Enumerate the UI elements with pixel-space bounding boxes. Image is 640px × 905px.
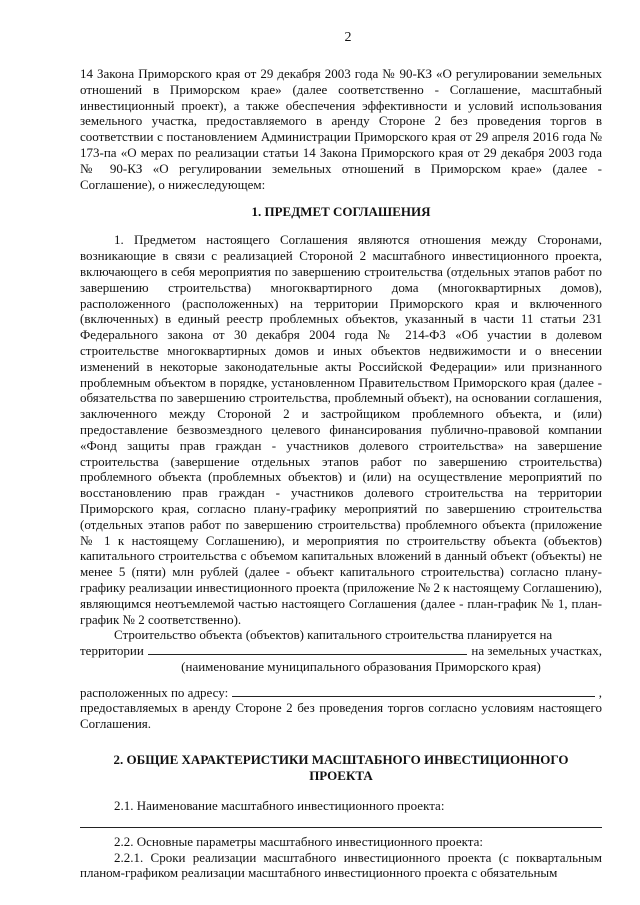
item-2-1-blank-line: [80, 826, 602, 828]
item-2-2-1: 2.2.1. Сроки реализации масштабного инвестиционного проекта (с поквартальным планом-графиком реализации масштабного инвестиционного проекта с обязательным: [80, 849, 602, 881]
page-number: 2: [344, 30, 352, 45]
territory-label: территории: [80, 643, 144, 659]
section-1-paragraph-3: предоставляемых в аренду Стороне 2 без проведения торгов согласно условиям настоящего Соглашения.: [80, 700, 602, 732]
address-label: расположенных по адресу:: [80, 684, 229, 700]
territory-line: [80, 643, 602, 659]
address-line: [80, 685, 602, 701]
territory-tail: на земельных участках,: [471, 643, 602, 659]
section-2-heading: 2. ОБЩИЕ ХАРАКТЕРИСТИКИ МАСШТАБНОГО ИНВЕСТИЦИОННОГО ПРОЕКТА: [113, 752, 569, 784]
address-blank-field: [232, 685, 595, 697]
item-2-2: 2.2. Основные параметры масштабного инвестиционного проекта:: [114, 833, 483, 849]
section-1-paragraph-2: Строительство объекта (объектов) капитального строительства планируется на: [114, 627, 553, 643]
section-1-paragraph-1: 1. Предметом настоящего Соглашения являются отношения между Сторонами, возникающие в связи с реализацией Стороной 2 масштабного инвестиционного проекта, включающего в себя мероприятия по завершению строительства (отдельных этапов работ по завершению строительства) многоквартирного дома (многоквартирных домов), расположенного (расположенных) на территории Приморского края и включенного (включенных) в единый реестр проблемных объектов, указанный в части 11 статьи 231 Федерального закона от 30 декабря 2004 года № 214-ФЗ «Об участии в долевом строительстве многоквартирных домов и иных объектов недвижимости и о внесении изменений в некоторые законодательные акты Российской Федерации» или признанного проблемным объектом в порядке, установленном Правительством Приморского края (далее - обязательства по завершению строительства, проблемный объект), на основании соглашения, заключенного между Стороной 2 и застройщиком проблемного объекта, и (или) предоставление безвозмездного целевого финансирования публично-правовой компании «Фонд защиты прав граждан - участников долевого строительства» на завершение строительства (завершение отдельных этапов работ по завершению строительства) проблемного объекта (проблемных объектов) и (или) на осуществление мероприятий по восстановлению прав граждан - участников долевого строительства на территории Приморского края, согласно плану-графику мероприятий по завершению строительства (отдельных этапов работ по завершению строительства) проблемного объекта (приложение № 1 к настоящему Соглашению), и мероприятия по строительству объекта (объектов) капитального строительства с объемом капитальных вложений в данный объект (объекты) не менее 5 (пяти) млн рублей (далее - объект капитального строительства) согласно плану-графику реализации инвестиционного проекта (приложение № 2 к настоящему Соглашению), являющимся неотъемлемой частью настоящего Соглашения (далее - план-график № 1, план-график № 2 соответственно).: [80, 232, 602, 627]
territory-caption: (наименование муниципального образования Приморского края): [181, 658, 541, 674]
item-2-1: 2.1. Наименование масштабного инвестиционного проекта:: [114, 798, 445, 814]
section-1-heading: 1. ПРЕДМЕТ СОГЛАШЕНИЯ: [251, 204, 431, 220]
intro-paragraph: 14 Закона Приморского края от 29 декабря 2003 года № 90-КЗ «О регулировании земельных отношений в Приморском крае» (далее соответственно - Соглашение, масштабный инвестиционный проект), а также обеспечения эффективности и условий использования земельного участка, предоставляемого в аренду Стороне 2 без проведения торгов в соответствии с постановлением Администрации Приморского края от 29 апреля 2016 года № 173-па «О мерах по реализации статьи 14 Закона Приморского края от 29 декабря 2003 года № 90-КЗ «О регулировании земельных отношений в Приморском крае» (далее - Соглашение), о нижеследующем:: [80, 66, 602, 192]
territory-blank-field: [148, 643, 468, 655]
address-tail: ,: [598, 684, 602, 700]
